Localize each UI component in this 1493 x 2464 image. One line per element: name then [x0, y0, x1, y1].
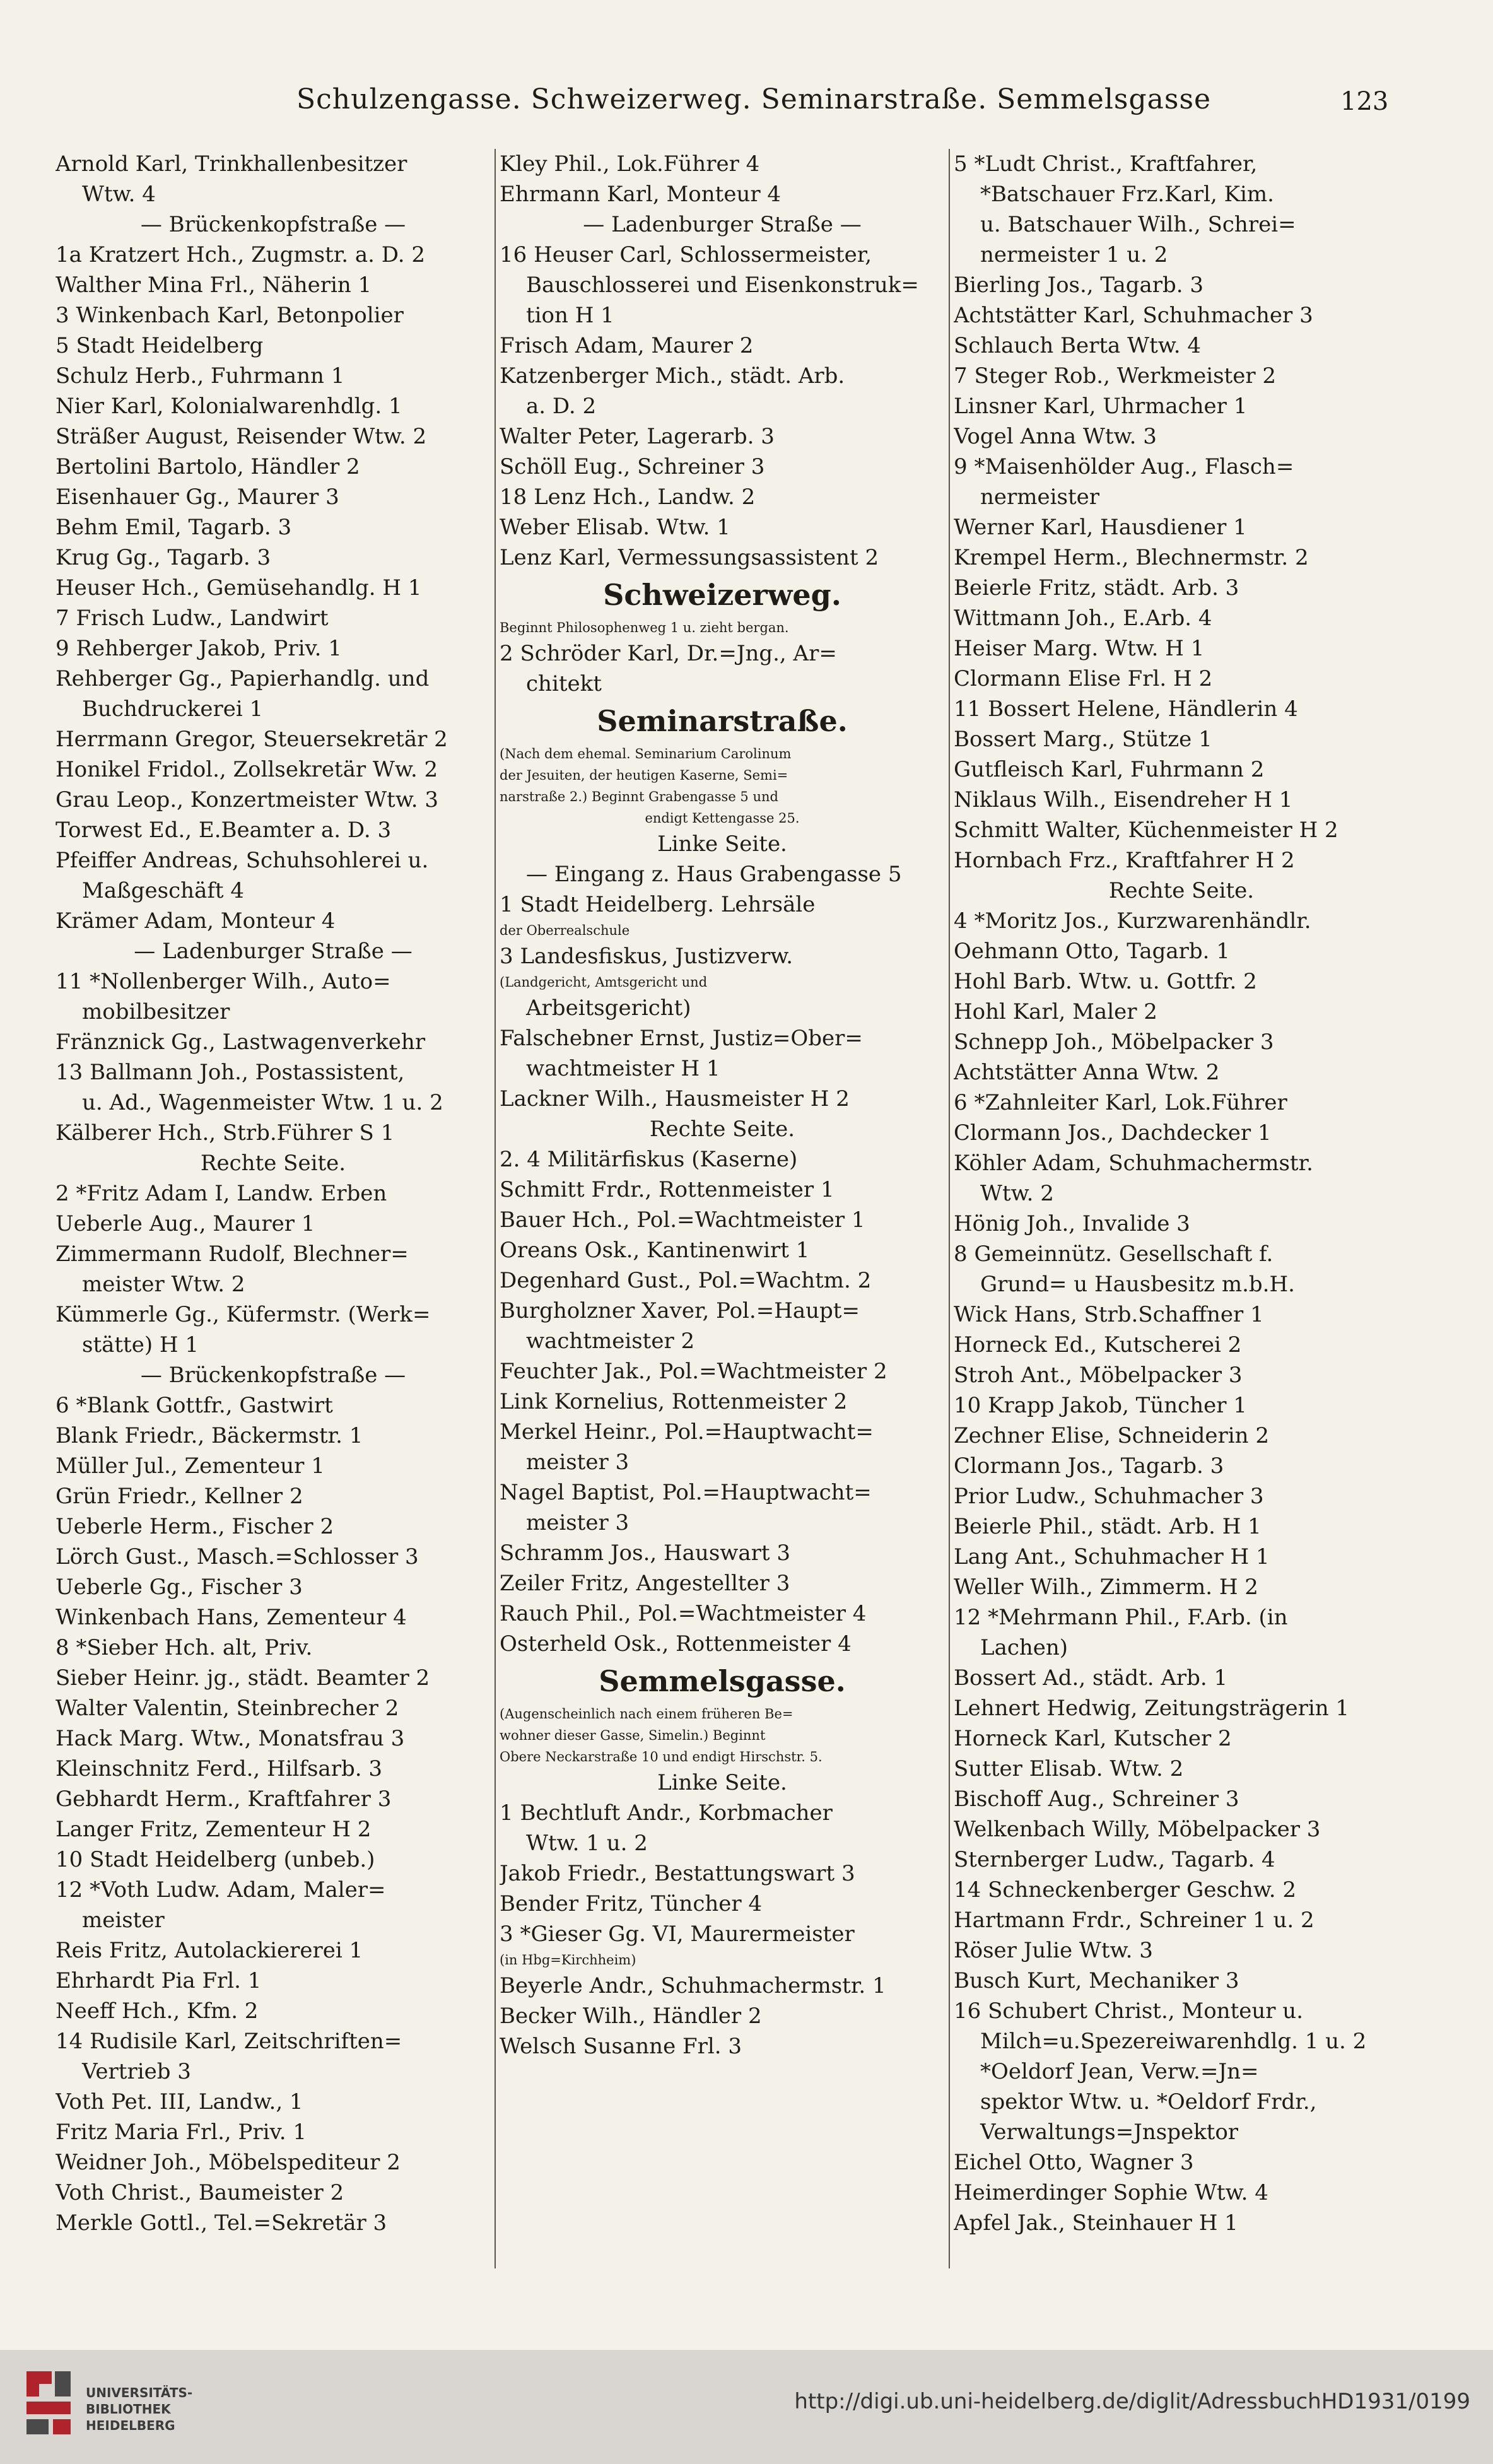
directory-entry-line: Herrmann Gregor, Steuersekretär 2 — [56, 727, 448, 752]
directory-entry-line: Zimmermann Rudolf, Blechner= — [56, 1241, 409, 1267]
directory-entry-line: Heiser Marg. Wtw. H 1 — [954, 636, 1205, 661]
directory-entry-line: Welkenbach Willy, Möbelpacker 3 — [954, 1817, 1321, 1842]
directory-entry-line: Sträßer August, Reisender Wtw. 2 — [56, 424, 427, 449]
directory-entry-line: Achtstätter Anna Wtw. 2 — [954, 1060, 1220, 1085]
directory-entry-line: Schmitt Frdr., Rottenmeister 1 — [500, 1177, 834, 1202]
directory-entry-line: Beierle Phil., städt. Arb. H 1 — [954, 1514, 1262, 1539]
directory-entry-line: u. Batschauer Wilh., Schrei= — [980, 212, 1296, 237]
directory-entry-line: Wtw. 1 u. 2 — [526, 1831, 648, 1856]
directory-entry-line: Schöll Eug., Schreiner 3 — [500, 454, 765, 479]
directory-entry-line: Linsner Karl, Uhrmacher 1 — [954, 394, 1248, 419]
directory-entry-line: Bauer Hch., Pol.=Wachtmeister 1 — [500, 1207, 865, 1233]
directory-entry-line: (Nach dem ehemal. Seminarium Carolinum — [500, 746, 792, 761]
directory-entry-line: Beginnt Philosophenweg 1 u. zieht bergan. — [500, 620, 789, 635]
directory-entry-line: 8 Gemeinnütz. Gesellschaft f. — [954, 1241, 1273, 1267]
directory-entry-line: Oehmann Otto, Tagarb. 1 — [954, 939, 1230, 964]
directory-entry-line: Fränznick Gg., Lastwagenverkehr — [56, 1030, 426, 1055]
directory-entry-line: Schmitt Walter, Küchenmeister H 2 — [954, 818, 1338, 843]
directory-entry-line: Müller Jul., Zementeur 1 — [56, 1453, 325, 1479]
directory-entry-line: der Oberrealschule — [500, 923, 630, 938]
directory-entry-line: stätte) H 1 — [82, 1332, 199, 1358]
directory-entry-line: Oreans Osk., Kantinenwirt 1 — [500, 1238, 810, 1263]
directory-entry-line: Rehberger Gg., Papierhandlg. und — [56, 666, 430, 691]
directory-entry-line: wachtmeister H 1 — [526, 1056, 720, 1081]
directory-entry-line: — Ladenburger Straße — — [583, 212, 862, 237]
directory-entry-line: Ehrhardt Pia Frl. 1 — [56, 1968, 262, 1993]
directory-entry-line: Jakob Friedr., Bestattungswart 3 — [500, 1861, 855, 1886]
library-name-line: HEIDELBERG — [86, 2418, 175, 2433]
directory-entry-line: Krug Gg., Tagarb. 3 — [56, 545, 271, 570]
directory-entry-line: Falschebner Ernst, Justiz=Ober= — [500, 1026, 863, 1051]
directory-entry-line: Clormann Elise Frl. H 2 — [954, 666, 1213, 691]
footer-bar — [0, 2350, 1493, 2464]
directory-entry-line: wohner dieser Gasse, Simelin.) Beginnt — [500, 1728, 766, 1743]
directory-entry-line: Rechte Seite. — [649, 1117, 795, 1142]
directory-entry-line: Kley Phil., Lok.Führer 4 — [500, 151, 760, 177]
directory-entry-line: Beyerle Andr., Schuhmachermstr. 1 — [500, 1973, 886, 1998]
directory-entry-line: 3 *Gieser Gg. VI, Maurermeister — [500, 1921, 855, 1947]
directory-entry-line: Gebhardt Herm., Kraftfahrer 3 — [56, 1786, 392, 1812]
directory-entry-line: Nier Karl, Kolonialwarenhdlg. 1 — [56, 394, 402, 419]
directory-entry-line: 13 Ballmann Joh., Postassistent, — [56, 1060, 405, 1085]
directory-entry-line: Schulz Herb., Fuhrmann 1 — [56, 363, 345, 389]
directory-entry-line: 11 Bossert Helene, Händlerin 4 — [954, 696, 1298, 722]
directory-entry-line: Hack Marg. Wtw., Monatsfrau 3 — [56, 1726, 405, 1751]
directory-entry-line: 7 Frisch Ludw., Landwirt — [56, 606, 329, 631]
directory-entry-line: Eisenhauer Gg., Maurer 3 — [56, 484, 339, 510]
directory-entry-line: 3 Winkenbach Karl, Betonpolier — [56, 303, 404, 328]
directory-entry-line: Lehnert Hedwig, Zeitungsträgerin 1 — [954, 1696, 1350, 1721]
directory-entry-line: Walther Mina Frl., Näherin 1 — [56, 273, 372, 298]
directory-entry-line: Maßgeschäft 4 — [82, 878, 245, 903]
directory-entry-line: tion H 1 — [526, 303, 614, 328]
directory-entry-line: Zechner Elise, Schneiderin 2 — [954, 1423, 1269, 1448]
directory-entry-line: mobilbesitzer — [82, 999, 230, 1024]
directory-entry-line: 1a Kratzert Hch., Zugmstr. a. D. 2 — [56, 242, 426, 267]
directory-entry-line: Merkle Gottl., Tel.=Sekretär 3 — [56, 2210, 387, 2236]
directory-entry-line: Sutter Elisab. Wtw. 2 — [954, 1756, 1184, 1781]
directory-entry-line: Torwest Ed., E.Beamter a. D. 3 — [56, 818, 392, 843]
directory-entry-line: Hohl Barb. Wtw. u. Gottfr. 2 — [954, 969, 1257, 994]
directory-entry-line: Link Kornelius, Rottenmeister 2 — [500, 1389, 848, 1414]
directory-entry-line: Hartmann Frdr., Schreiner 1 u. 2 — [954, 1908, 1314, 1933]
directory-entry-line: Hönig Joh., Invalide 3 — [954, 1211, 1190, 1236]
directory-entry-line: Bauschlosserei und Eisenkonstruk= — [526, 273, 919, 298]
directory-entry-line: Winkenbach Hans, Zementeur 4 — [56, 1605, 407, 1630]
directory-entry-line: narstraße 2.) Beginnt Grabengasse 5 und — [500, 789, 778, 804]
directory-entry-line: meister — [82, 1908, 165, 1933]
directory-entry-line: — Brückenkopfstraße — — [140, 1363, 406, 1388]
directory-entry-line: Arbeitsgericht) — [526, 995, 691, 1021]
directory-entry-line: Röser Julie Wtw. 3 — [954, 1938, 1153, 1963]
directory-entry-line: meister Wtw. 2 — [82, 1272, 245, 1297]
directory-entry-line: Horneck Karl, Kutscher 2 — [954, 1726, 1232, 1751]
directory-entry-line: 6 *Blank Gottfr., Gastwirt — [56, 1393, 333, 1418]
directory-entry-line: 7 Steger Rob., Werkmeister 2 — [954, 363, 1277, 389]
directory-entry-line: Voth Pet. III, Landw., 1 — [56, 2089, 303, 2115]
directory-entry-line: nermeister 1 u. 2 — [980, 242, 1168, 267]
directory-entry-line: Verwaltungs=Jnspektor — [980, 2120, 1239, 2145]
directory-entry-line: 9 *Maisenhölder Aug., Flasch= — [954, 454, 1294, 479]
directory-entry-line: Wick Hans, Strb.Schaffner 1 — [954, 1302, 1264, 1327]
directory-entry-line: Osterheld Osk., Rottenmeister 4 — [500, 1631, 852, 1657]
directory-entry-line: Bossert Marg., Stütze 1 — [954, 727, 1212, 752]
directory-entry-line: Weidner Joh., Möbelspediteur 2 — [56, 2150, 401, 2175]
directory-entry-line: *Oeldorf Jean, Verw.=Jn= — [980, 2059, 1259, 2084]
directory-entry-line: Beierle Fritz, städt. Arb. 3 — [954, 575, 1239, 601]
directory-entry-line: Stroh Ant., Möbelpacker 3 — [954, 1363, 1243, 1388]
directory-entry-line: (Augenscheinlich nach einem früheren Be= — [500, 1706, 793, 1722]
directory-entry-line: Reis Fritz, Autolackiererei 1 — [56, 1938, 363, 1963]
page-number: 123 — [1340, 87, 1389, 116]
directory-entry-line: Heuser Hch., Gemüsehandlg. H 1 — [56, 575, 422, 601]
directory-entry-line: (Landgericht, Amtsgericht und — [500, 975, 708, 990]
directory-entry-line: Hohl Karl, Maler 2 — [954, 999, 1157, 1024]
directory-entry-line: 4 *Moritz Jos., Kurzwarenhändlr. — [954, 908, 1311, 934]
directory-entry-line: 3 Landesfiskus, Justizverw. — [500, 944, 793, 969]
directory-entry-line: Arnold Karl, Trinkhallenbesitzer — [56, 151, 407, 177]
directory-entry-line: Kleinschnitz Ferd., Hilfsarb. 3 — [56, 1756, 382, 1781]
directory-entry-line: Walter Peter, Lagerarb. 3 — [500, 424, 775, 449]
directory-entry-line: Zeiler Fritz, Angestellter 3 — [500, 1571, 790, 1596]
directory-entry-line: Lang Ant., Schuhmacher H 1 — [954, 1544, 1270, 1569]
directory-entry-line: wachtmeister 2 — [526, 1329, 695, 1354]
directory-entry-line: spektor Wtw. u. *Oeldorf Frdr., — [980, 2089, 1317, 2115]
directory-entry-line: Lachen) — [980, 1635, 1069, 1660]
directory-entry-line: Wtw. 2 — [980, 1181, 1054, 1206]
directory-entry-line: Ueberle Aug., Maurer 1 — [56, 1211, 315, 1236]
directory-entry-line: Vertrieb 3 — [82, 2059, 191, 2084]
directory-entry-line: 16 Heuser Carl, Schlossermeister, — [500, 242, 872, 267]
directory-entry-line: Merkel Heinr., Pol.=Hauptwacht= — [500, 1419, 874, 1445]
directory-entry-line: Nagel Baptist, Pol.=Hauptwacht= — [500, 1480, 872, 1505]
directory-entry-line: Ueberle Gg., Fischer 3 — [56, 1575, 303, 1600]
directory-entry-line: chitekt — [526, 671, 602, 696]
directory-entry-line: Milch=u.Spezereiwarenhdlg. 1 u. 2 — [980, 2029, 1367, 2054]
directory-entry-line: Grün Friedr., Kellner 2 — [56, 1484, 303, 1509]
directory-entry-line: Vogel Anna Wtw. 3 — [954, 424, 1157, 449]
directory-entry-line: 9 Rehberger Jakob, Priv. 1 — [56, 636, 342, 661]
directory-entry-line: Gutfleisch Karl, Fuhrmann 2 — [954, 757, 1265, 782]
running-header: Schulzengasse. Schweizerweg. Seminarstraße. Semmelsgasse — [296, 83, 1212, 115]
directory-entry-line: Hornbach Frz., Kraftfahrer H 2 — [954, 848, 1295, 873]
directory-entry-line: nermeister — [980, 484, 1099, 510]
directory-entry-line: meister 3 — [526, 1510, 629, 1535]
directory-entry-line: Bischoff Aug., Schreiner 3 — [954, 1786, 1239, 1812]
directory-entry-line: — Eingang z. Haus Grabengasse 5 — [526, 862, 902, 887]
directory-entry-line: 5 Stadt Heidelberg — [56, 333, 264, 358]
directory-entry-line: 14 Rudisile Karl, Zeitschriften= — [56, 2029, 402, 2054]
directory-entry-line: Werner Karl, Hausdiener 1 — [954, 515, 1247, 540]
directory-entry-line: endigt Kettengasse 25. — [645, 811, 800, 826]
directory-entry-line: 12 *Voth Ludw. Adam, Maler= — [56, 1877, 386, 1903]
directory-entry-line: Honikel Fridol., Zollsekretär Ww. 2 — [56, 757, 438, 782]
directory-entry-line: Semmelsgasse. — [599, 1664, 846, 1698]
directory-entry-line: 5 *Ludt Christ., Kraftfahrer, — [954, 151, 1258, 177]
library-name-line: BIBLIOTHEK — [86, 2402, 171, 2417]
directory-entry-line: Rechte Seite. — [200, 1151, 346, 1176]
directory-entry-line: Buchdruckerei 1 — [82, 696, 264, 722]
directory-entry-line: Ueberle Herm., Fischer 2 — [56, 1514, 334, 1539]
directory-entry-line: Feuchter Jak., Pol.=Wachtmeister 2 — [500, 1359, 887, 1384]
directory-entry-line: Niklaus Wilh., Eisendreher H 1 — [954, 787, 1293, 813]
directory-entry-line: Obere Neckarstraße 10 und endigt Hirschstr. 5. — [500, 1749, 823, 1764]
source-url-link[interactable]: http://digi.ub.uni-heidelberg.de/diglit/AdressbuchHD1931/0199 — [794, 2389, 1470, 2414]
directory-entry-line: Wittmann Joh., E.Arb. 4 — [954, 606, 1212, 631]
directory-entry-line: 1 Bechtluft Andr., Korbmacher — [500, 1800, 833, 1826]
directory-entry-line: Schramm Jos., Hauswart 3 — [500, 1540, 791, 1566]
directory-entry-line: Neeff Hch., Kfm. 2 — [56, 1998, 259, 2024]
directory-entry-line: Krämer Adam, Monteur 4 — [56, 908, 336, 934]
directory-entry-line: Apfel Jak., Steinhauer H 1 — [954, 2210, 1238, 2236]
directory-entry-line: — Brückenkopfstraße — — [140, 212, 406, 237]
directory-entry-line: 10 Krapp Jakob, Tüncher 1 — [954, 1393, 1247, 1418]
library-logo-icon — [20, 2365, 77, 2441]
directory-entry-line: Seminarstraße. — [597, 704, 848, 738]
directory-entry-line: meister 3 — [526, 1450, 629, 1475]
directory-entry-line: 2 Schröder Karl, Dr.=Jng., Ar= — [500, 641, 837, 666]
directory-entry-line: Behm Emil, Tagarb. 3 — [56, 515, 292, 540]
directory-entry-line: Bierling Jos., Tagarb. 3 — [954, 273, 1204, 298]
directory-entry-line: 1 Stadt Heidelberg. Lehrsäle — [500, 892, 816, 917]
directory-entry-line: Schweizerweg. — [603, 578, 841, 612]
directory-entry-line: Heimerdinger Sophie Wtw. 4 — [954, 2180, 1268, 2205]
directory-entry-line: Pfeiffer Andreas, Schuhsohlerei u. — [56, 848, 429, 873]
directory-entry-line: Kümmerle Gg., Küfermstr. (Werk= — [56, 1302, 431, 1327]
directory-entry-line: Frisch Adam, Maurer 2 — [500, 333, 754, 358]
directory-entry-line: Lenz Karl, Vermessungsassistent 2 — [500, 545, 879, 570]
directory-entry-line: u. Ad., Wagenmeister Wtw. 1 u. 2 — [82, 1090, 443, 1115]
directory-entry-line: 18 Lenz Hch., Landw. 2 — [500, 484, 756, 510]
directory-entry-line: Bossert Ad., städt. Arb. 1 — [954, 1665, 1228, 1691]
directory-entry-line: Schnepp Joh., Möbelpacker 3 — [954, 1030, 1274, 1055]
directory-entry-line: Bender Fritz, Tüncher 4 — [500, 1891, 763, 1916]
directory-entry-line: Horneck Ed., Kutscherei 2 — [954, 1332, 1242, 1358]
directory-entry-line: Wtw. 4 — [82, 182, 156, 207]
directory-entry-line: Grau Leop., Konzertmeister Wtw. 3 — [56, 787, 439, 813]
directory-entry-line: Blank Friedr., Bäckermstr. 1 — [56, 1423, 363, 1448]
directory-entry-line: — Ladenburger Straße — — [134, 939, 413, 964]
directory-entry-line: a. D. 2 — [526, 394, 597, 419]
directory-entry-line: 11 *Nollenberger Wilh., Auto= — [56, 969, 391, 994]
column-divider — [949, 149, 950, 2268]
directory-entry-line: Weller Wilh., Zimmerm. H 2 — [954, 1575, 1258, 1600]
directory-entry-line: Sieber Heinr. jg., städt. Beamter 2 — [56, 1665, 430, 1691]
directory-entry-line: Clormann Jos., Dachdecker 1 — [954, 1120, 1272, 1146]
directory-entry-line: Degenhard Gust., Pol.=Wachtm. 2 — [500, 1268, 872, 1293]
directory-entry-line: *Batschauer Frz.Karl, Kim. — [980, 182, 1274, 207]
directory-entry-line: Grund= u Hausbesitz m.b.H. — [980, 1272, 1295, 1297]
directory-entry-line: Achtstätter Karl, Schuhmacher 3 — [954, 303, 1313, 328]
directory-entry-line: 2 *Fritz Adam I, Landw. Erben — [56, 1181, 387, 1206]
directory-entry-line: Bertolini Bartolo, Händler 2 — [56, 454, 360, 479]
directory-entry-line: Voth Christ., Baumeister 2 — [56, 2180, 344, 2205]
directory-entry-line: Katzenberger Mich., städt. Arb. — [500, 363, 845, 389]
directory-entry-line: Burgholzner Xaver, Pol.=Haupt= — [500, 1298, 860, 1323]
directory-entry-line: Weber Elisab. Wtw. 1 — [500, 515, 730, 540]
directory-entry-line: Krempel Herm., Blechnermstr. 2 — [954, 545, 1309, 570]
directory-entry-line: Busch Kurt, Mechaniker 3 — [954, 1968, 1239, 1993]
directory-entry-line: Schlauch Berta Wtw. 4 — [954, 333, 1202, 358]
directory-entry-line: 2. 4 Militärfiskus (Kaserne) — [500, 1147, 798, 1172]
directory-entry-line: Becker Wilh., Händler 2 — [500, 2003, 762, 2029]
directory-entry-line: Rechte Seite. — [1108, 878, 1255, 903]
directory-entry-line: Welsch Susanne Frl. 3 — [500, 2034, 742, 2059]
column-divider — [495, 149, 496, 2268]
directory-entry-line: 16 Schubert Christ., Monteur u. — [954, 1998, 1304, 2024]
directory-entry-line: 12 *Mehrmann Phil., F.Arb. (in — [954, 1605, 1288, 1630]
directory-entry-line: 10 Stadt Heidelberg (unbeb.) — [56, 1847, 375, 1872]
directory-entry-line: Lackner Wilh., Hausmeister H 2 — [500, 1086, 850, 1112]
directory-entry-line: Ehrmann Karl, Monteur 4 — [500, 182, 782, 207]
directory-entry-line: (in Hbg=Kirchheim) — [500, 1952, 636, 1968]
directory-entry-line: Kälberer Hch., Strb.Führer S 1 — [56, 1120, 395, 1146]
directory-entry-line: Linke Seite. — [657, 831, 787, 857]
directory-entry-line: Langer Fritz, Zementeur H 2 — [56, 1817, 372, 1842]
directory-entry-line: Lörch Gust., Masch.=Schlosser 3 — [56, 1544, 419, 1569]
directory-entry-line: 6 *Zahnleiter Karl, Lok.Führer — [954, 1090, 1287, 1115]
directory-entry-line: Rauch Phil., Pol.=Wachtmeister 4 — [500, 1601, 867, 1626]
directory-entry-line: Linke Seite. — [657, 1770, 787, 1795]
directory-entry-line: Prior Ludw., Schuhmacher 3 — [954, 1484, 1264, 1509]
directory-entry-line: Fritz Maria Frl., Priv. 1 — [56, 2120, 307, 2145]
directory-entry-line: Eichel Otto, Wagner 3 — [954, 2150, 1194, 2175]
directory-entry-line: Köhler Adam, Schuhmachermstr. — [954, 1151, 1313, 1176]
directory-entry-line: Walter Valentin, Steinbrecher 2 — [56, 1696, 399, 1721]
library-name-line: UNIVERSITÄTS- — [86, 2385, 193, 2400]
directory-entry-line: 14 Schneckenberger Geschw. 2 — [954, 1877, 1297, 1903]
directory-entry-line: Sternberger Ludw., Tagarb. 4 — [954, 1847, 1275, 1872]
directory-entry-line: 8 *Sieber Hch. alt, Priv. — [56, 1635, 313, 1660]
directory-entry-line: der Jesuiten, der heutigen Kaserne, Semi= — [500, 768, 788, 783]
directory-entry-line: Clormann Jos., Tagarb. 3 — [954, 1453, 1224, 1479]
